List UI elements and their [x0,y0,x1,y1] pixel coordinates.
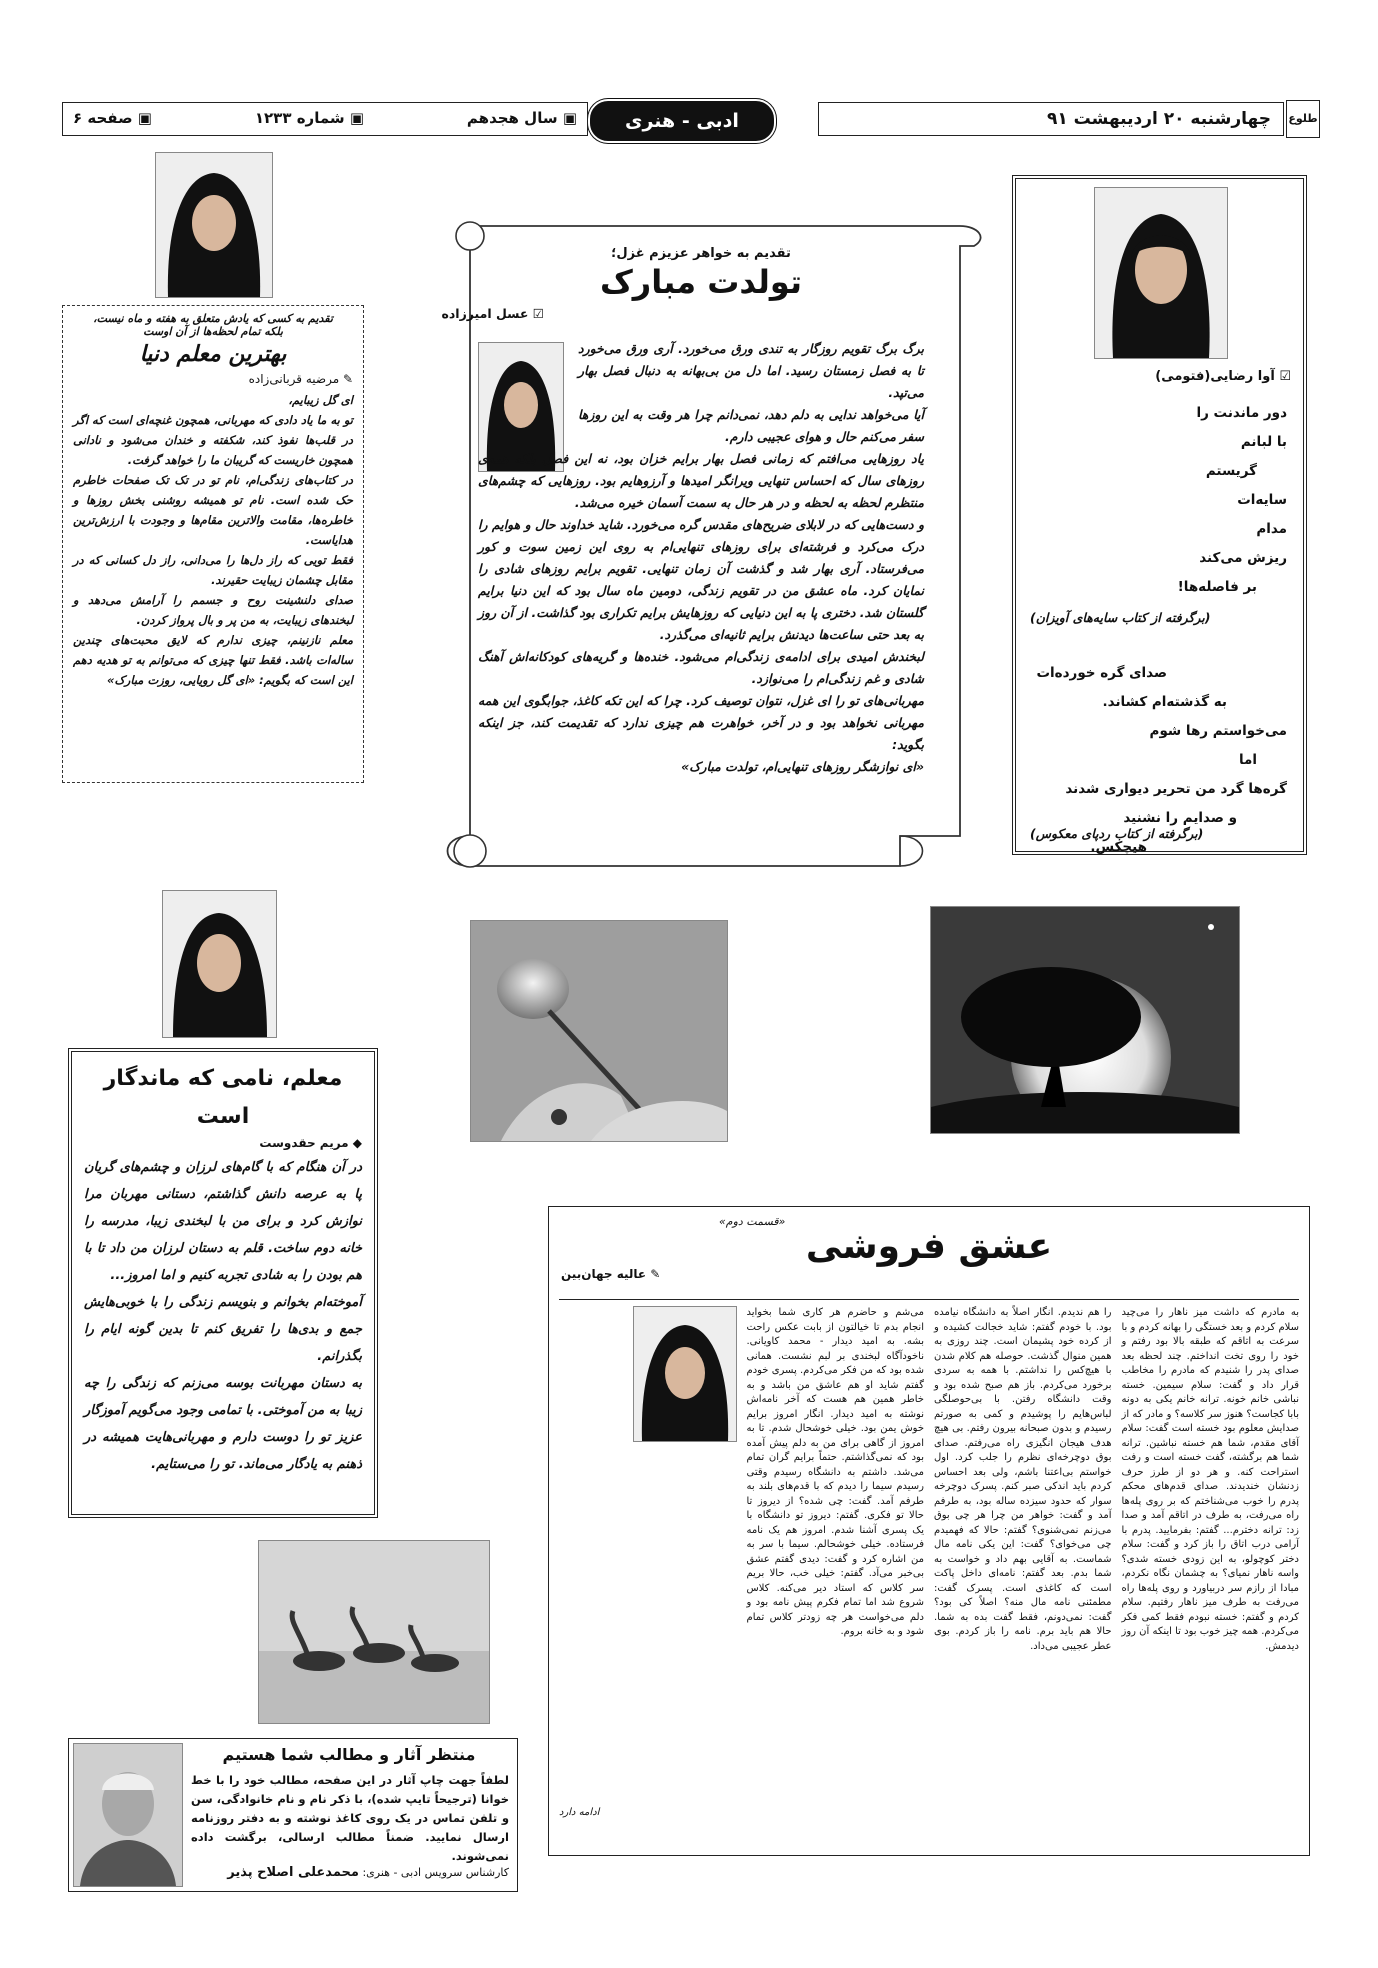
poet-photo [1094,187,1228,359]
best-teacher-paragraph: تو به ما یاد دادی که مهربانی، همچون غنچه‌ای است که اگر در قلب‌ها نفوذ کند، شکفته و خندان می‌شود و نادانی همچون خاریست که گریبان ما را خواهد گرفت. [73,413,353,467]
poem-line: می‌خواستم رها شوم [1149,723,1287,739]
story-column: به مادرم که داشت میز ناهار را می‌چید سلام کردم و بعد خستگی را بهانه کردم و با سرعت به اتاقم که طبقه بالا بود رفتم و خود را روی تخت انداختم. چند لحظه بعد صدای پدر را شنیدم که مادرم را مخاطب قرار داد و گفت: سلام سیمین. خسته نباشی خانم خونه. ترانه خانم یکی به دونه بابا کجاست؟ هنوز سر کلاسه؟ و مادر که از صدایش معلوم بود خسته است گفت: سلام آقای مقدم، شما هم خسته نباشین. ترانه شما هم برگشته، گفت خسته است و رفت استراحت کنه. و هر دو از طرز حرف زدنشان خندیدند. صدای قدم‌های محکم پدرم را خوب می‌شناختم که بر روی پله‌ها راه می‌رفت، به طرف در اتاقم آمد و صدا زد: ترانه دخترم... گفتم: بفرمایید. پدرم با آرامی درب اتاق را باز کرد و گفت: سلام دختر کوچولو، به این زودی خسته شدی؟ واسه ناهار نمیای؟ به چشمان نگاه نکردم، مبادا از رازم سر دربیاورد و روی پله‌ها راه می‌رفت به طرف میز ناهار رفتیم. سلام کردم و گفتم: خسته نبودم فقط کمی فکر می‌کردم. همه چیز خوب بود تا اینکه آن روز دیدمش. [1121,1307,1299,1652]
birthday-paragraph: برگ برگ تقویم روزگار به تندی ورق می‌خورد. آری ورق می‌خورد تا به فصل زمستان رسید. اما دل من بی‌بهانه به دنبال فصل بهار می‌تپد. [578,341,924,400]
submission-title: منتظر آثار و مطالب شما هستیم [222,1745,476,1764]
date-bar [818,102,1284,136]
story-continue: ادامه دارد [559,1806,600,1818]
birthday-paragraph: مهربانی‌های تو را ای غزل، نتوان توصیف کرد. چرا که این تکه کاغذ، جوابگوی این همه مهربانی نخواهد بود و در آخر، خواهرت هم چیزی ندارد که تقدیمت کند، جز اینکه بگوید: [478,693,924,752]
story-author-portrait [634,1307,736,1441]
best-teacher-paragraph: ای گل زیبایم، [288,393,353,407]
swans-illustration [259,1541,489,1723]
lasting-teacher-article [68,1048,378,1518]
submission-box [68,1738,518,1892]
story-column: می‌شم و حاضرم هر کاری شما بخواید انجام بدم تا خیالتون از بابت عکس راحت بشه. به امید دیدار - محمد کاویانی. ناخودآگاه لبخندی بر لبم نشست. همانی شده بود که من فکر می‌کردم. پسری خودم گفتم شاید او هم عاشق من باشد و به خاطر همین هم هست که آخر نامه‌اش نوشته به امید دیدار. انگار امروز برایم خوش یمن بود. خیلی خوشحال شدم. تا به امروز از گاهی برای من به دلم پیش آمده بود که نمی‌گذاشتم. حتماً برایم گران تمام می‌شد. داشتم به دانشگاه رسیدم وقتی رسیدم سیما را دیدم که با قدم‌های بلند به طرفم آمد. گفت: چی شده؟ از دیروز تا حالا تو فکری. گفتم: دیروز تو دانشگاه با یک پسری آشنا شدم. امروز هم یک نامه فرستاده. خیلی خوشحالم. سیما با سر به من اشاره کرد و گفت: دیدی گفتم عشق بی‌خبر می‌آد. گفتم: خیلی خب، حالا بریم سر کلاس که استاد دیر می‌کنه. کلاس شروع شد اما تمام فکرم پیش نامه بود و دلم می‌خواست هر چه زودتر کلاس تمام شود و به خانه بروم. [746,1307,924,1637]
poem-line: مدام [1256,521,1287,537]
poem-line: بر فاصله‌ها! [1177,579,1257,595]
birthday-paragraph: یاد روزهایی می‌افتم که زمانی فصل بهار برایم خزان بود، نه این فصل بلکه همه‌ی روزهای سال که احساس تنهایی ویرانگر امیدها و آرزوهایم بود. روزهایی که چشم‌های منتظرم لحظه به لحظه و در هر حال به سمت آسمان خیره می‌شد. [478,451,924,510]
story-column: را هم ندیدم. انگار اصلاً به دانشگاه نیامده بود. با خودم گفتم: شاید خجالت کشیده و از کرده خود پشیمان است. چند روزی به همین منوال گذشت. حوصله هم کلام شدن با هیچ‌کس را نداشتم. با همه به سردی برخورد می‌کردم. باز هم صبح شده بود و وقت دانشگاه رفتن. با بی‌حوصلگی لباس‌هایم را پوشیدم و کمی به صورتم رسیدم و بدون صبحانه بیرون رفتم. بی هیچ هدف هیجان انگیزی راه می‌رفتم. صدای بوق دوچرخه‌ای نظرم را جلب کرد. اول خواستم بی‌اعتنا باشم، ولی بعد احساس کردم باید اندکی صبر کنم. پسرک دوچرخه سوار که حدود سیزده ساله بود، به طرفم آمد و گفت: خواهر من چرا هر چی بوق می‌زنم نمی‌شنوی؟ گفتم: حالا که فهمیدم چی می‌خوای؟ گفت: این یکی نامه مال شماست. به آقایی بهم داد و خواست به شما بدم. بعد گفتم: نامه‌ای داخل پاکت است که کاغذی است. پسرک گفت: مطمئنی نامه مال منه؟ اصلاً کی بود؟ گفت: نمی‌دونم، فقط گفت بده به شما. حالا هم باید برم. نامه را باز کردم. بوی عطر عجیبی می‌داد. [934,1307,1112,1652]
birthday-title: تولدت مبارک [600,263,802,301]
best-teacher-paragraph: صدای دلنشینت روح و جسمم را آرامش می‌دهد و لبخندهای زیبایت، به من پر و بال پرواز کردن. [73,593,353,627]
page-number: ▣ صفحه ۶ [73,109,152,127]
lasting-teacher-photo [162,890,277,1038]
logo [1286,100,1320,138]
poem-line: هیچکس. [1090,839,1147,855]
birthday-author: ☑ عسل امیرزاده [441,306,544,321]
best-teacher-title: بهترین معلم دنیا [139,342,287,367]
poem-line: گریستم [1205,463,1257,479]
editor-credit: کارشناس سرویس ادبی - هنری: محمدعلی اصلاح پذیر [227,1865,509,1880]
lasting-teacher-paragraph: به دستان مهربانت بوسه می‌زنم که زندگی را چه زیبا به من آموختی. با تمامی وجود می‌گویم آموزگار عزیز تو را دوست دارم و مهربانی‌هایت همیشه در ذهنم به یادگار می‌ماند. تو را می‌ستایم. [84,1376,362,1472]
rose-illustration [471,921,727,1141]
lasting-teacher-portrait [163,891,276,1037]
poem-line: با لبانم [1240,434,1287,450]
lasting-teacher-author: ◆ مریم حقدوست [259,1136,362,1150]
best-teacher-photo [155,152,273,298]
story-column-with-photo [747,1306,925,1826]
year-label: ▣ سال هجدهم [466,109,577,127]
poem-line: دور ماندنت را [1196,405,1287,421]
poem-stanza-1 [1178,399,1287,602]
poem-line: و صدایم را نشنید [1123,810,1237,826]
best-teacher-paragraph: در کتاب‌های زندگی‌ام، نام تو در تک تک صفحات خاطرم حک شده است. نام تو همیشه روشنی بخش روزها و خاطره‌ها، مقامت والاترین مقام‌ها و وجودت با ارزش‌ترین هدایاست. [73,473,353,547]
best-teacher-paragraph: معلم نازنینم، چیزی ندارم که لایق محبت‌های چندین ساله‌ات باشد. فقط تنها چیزی که می‌توانم به تو هدیه دهم این است که بگویم: «ای گل رویایی، روزت مبارک» [73,633,353,687]
story-columns [559,1306,1299,1826]
best-teacher-portrait [156,153,272,297]
birthday-paragraph: و دست‌هایی که در لابلای ضریح‌های مقدس گره می‌خورد. شاید خداوند حال و هوایم را درک می‌کرد و فرشته‌ای برای روزهای تنهایی‌ام به روی این زمین سوت و کور می‌فرستاد. آری بهار شد و گذشت آن زمان تنهایی. تقویم برایم روزهای شادی را نمایان کرد. ماه عشق من در تقویم زندگی، دومین ماه سال بود که این دنیا برایم گلستان شد. دختری پا به این دنیایی که روزهایش برایم تکراری بود گذاشت. از آن روز به بعد حتی ساعت‌ها دیدنش برایم ثانیه‌ای می‌گذرد. [478,517,924,642]
logo-text: طلوع [1288,112,1318,125]
poem-line: اما [1238,752,1257,768]
masthead [62,100,1320,140]
birthday-paragraph: لبخندش امیدی برای ادامه‌ی زندگی‌ام می‌شود. خنده‌ها و گریه‌های کودکانه‌اش آهنگ شادی و غم زندگی‌ام را می‌نوازد. [478,649,924,686]
story-author: ✎ عالیه جهان‌بین [561,1267,661,1281]
rose-image [470,920,728,1142]
poem-box [1012,175,1307,855]
birthday-paragraph: آیا می‌خواهد ندایی به دلم دهد، نمی‌دانم چرا هر وقت به این روزها سفر می‌کنم حال و هوای عجیبی دارم. [578,407,924,444]
story-part: «قسمت دوم» [719,1215,786,1228]
section-badge [590,101,774,141]
best-teacher-paragraph: فقط تویی که راز دل‌ها را می‌دانی، راز دل کسانی که در مقابل چشمان زیبایت حقیرند. [73,553,353,587]
issue-date: چهارشنبه ۲۰ اردیبهشت ۹۱ [1046,109,1271,129]
best-teacher-author: ✎ مرضیه قربانی‌زاده [248,372,353,386]
editor-portrait [74,1744,182,1886]
story-article [548,1206,1310,1856]
birthday-paragraph: «ای نوازشگر روزهای تنهایی‌ام، تولدت مبارک» [681,759,924,774]
moon-tree-image [930,906,1240,1134]
swans-image [258,1540,490,1724]
birthday-dedication: تقدیم به خواهر عزیزم غزل؛ [611,246,791,261]
issue-number: ▣ شماره ۱۲۳۳ [254,109,365,127]
poem-source-1: (برگرفته از کتاب سایه‌های آویزان) [1030,610,1211,625]
lasting-teacher-paragraph: آموخته‌ام بخوانم و بنویسم زندگی را با خوبی‌هایش جمع و بدی‌ها را تفریق کنم تا بدین گونه ایام را بگذرانم. [84,1295,362,1364]
poem-line: گره‌ها گرد من تحریر دیواری شدند [1065,781,1287,797]
poem-line: سایه‌ات [1237,492,1287,508]
poem-line: ریزش می‌کند [1199,550,1287,566]
poem-line: صدای گره خورده‌ات [1036,665,1167,681]
poet-name: ☑ آوا رضایی(فتومی) [1155,369,1291,384]
issue-bar [62,102,588,136]
lasting-teacher-paragraph: در آن هنگام که با گام‌های لرزان و چشم‌های گریان پا به عرصه دانش گذاشتم، دستانی مهربان مرا نوازش کرد و برای من با لبخندی زیبا، مدرسه را خانه دوم ساخت. قلم به دستان لرزان من داد تا با هم بودن را به شادی تجربه کنیم و اما امروز... [84,1160,362,1283]
editor-photo [73,1743,183,1887]
birthday-article [441,246,924,886]
story-title: عشق فروشی [805,1226,1053,1267]
poem-line: به گذشته‌ام کشاند. [1102,694,1227,710]
best-teacher-dedication-2: بلکه تمام لحظه‌ها از آن اوست [143,325,283,338]
best-teacher-article [62,305,364,783]
editor-name: محمدعلی اصلاح پذیر [227,1865,359,1880]
best-teacher-dedication-1: تقدیم به کسی که یادش متعلق به هفته و ماه نیست، [93,312,333,325]
poet-portrait [1095,188,1227,358]
story-author-photo [633,1306,737,1442]
section-title: ادبی - هنری [625,110,739,132]
poem-source-2: (برگرفته از کتاب ردپای معکوس) [1030,826,1204,841]
story-photo-column [559,1306,737,1826]
moon-tree-illustration [931,907,1239,1133]
lasting-teacher-title: معلم، نامی که ماندگار است [103,1066,343,1129]
submission-text: لطفاً جهت چاپ آثار در این صفحه، مطالب خود را با خط خوانا (ترجیحاً تایپ شده)، با ذکر نام و نام خانوادگی، سن و تلفن تماس در یک روی کاغذ نوشته و به دفتر روزنامه ارسال نمایید. ضمناً مطالب ارسالی، برگشت داده نمی‌شوند. [191,1773,509,1863]
